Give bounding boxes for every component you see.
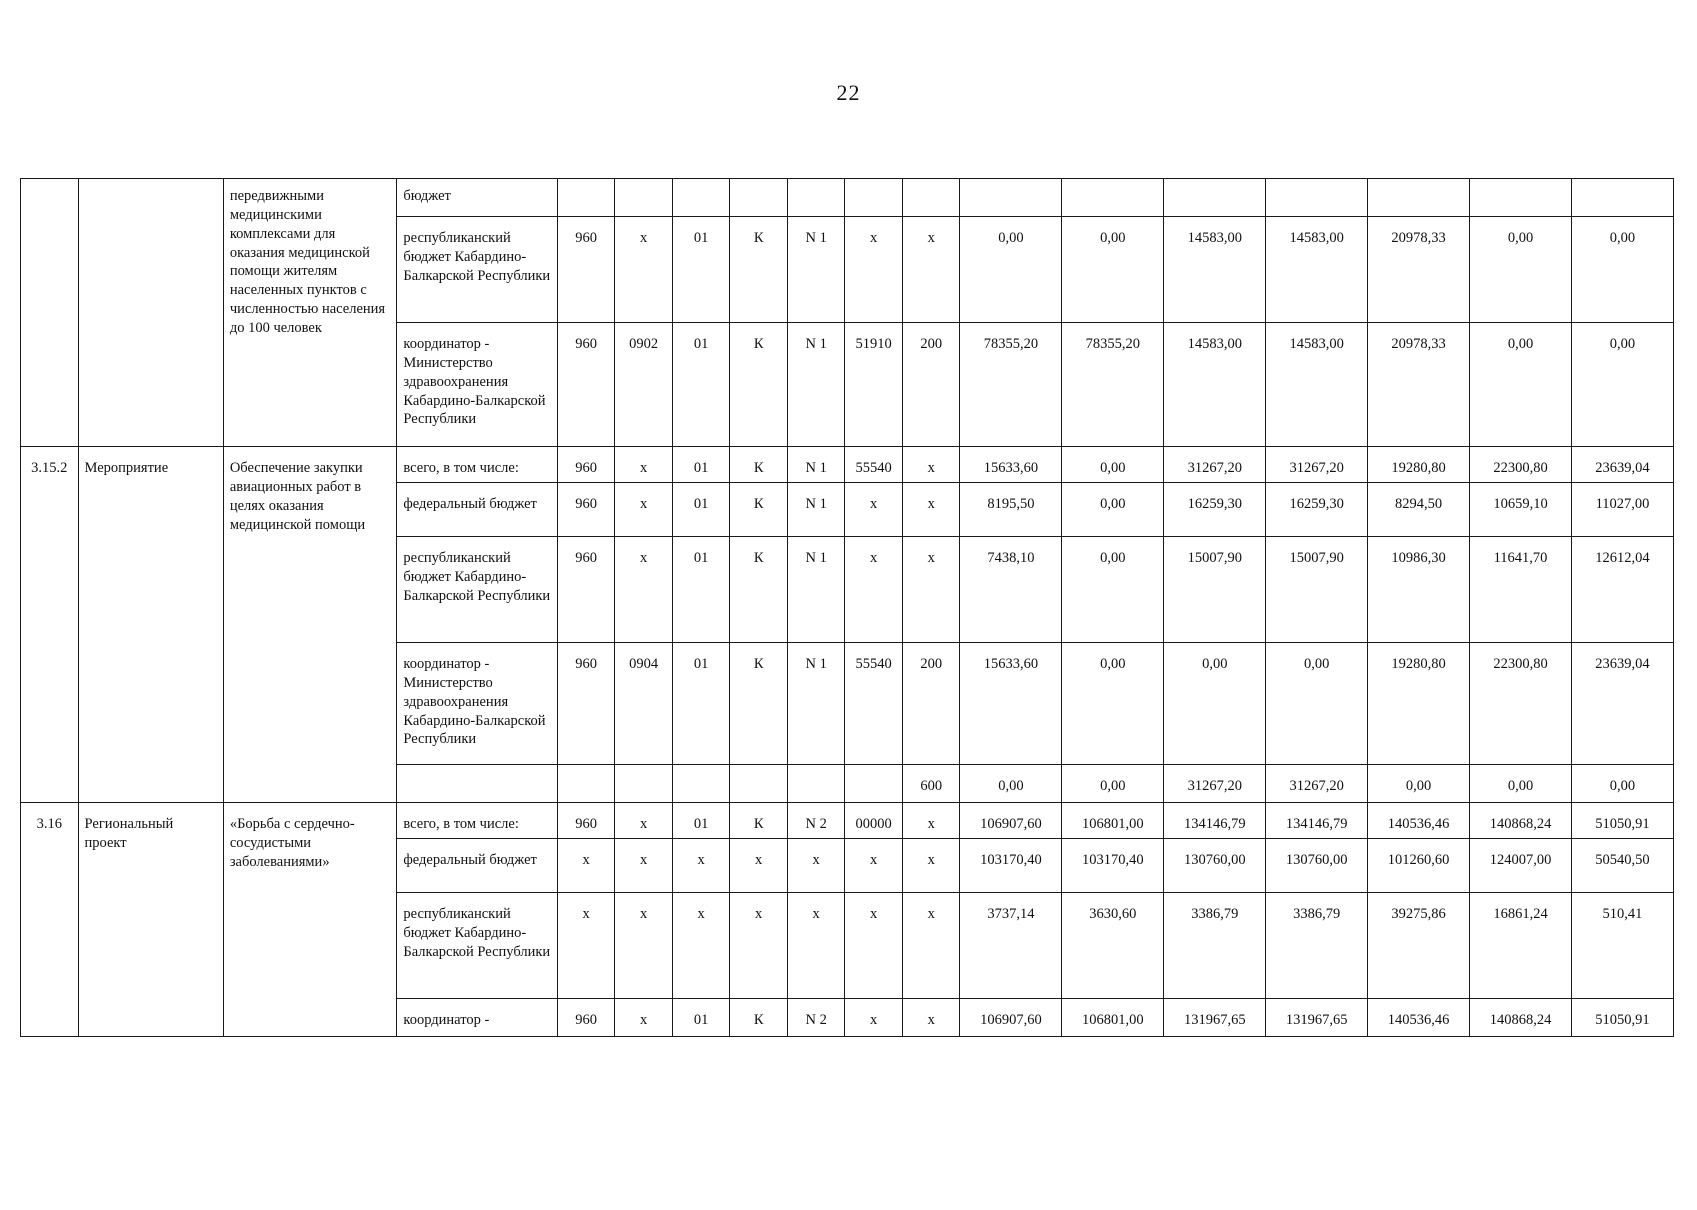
budget-code-cell: х xyxy=(902,893,960,999)
amount-cell xyxy=(1062,179,1164,217)
budget-code-cell: К xyxy=(730,803,788,839)
funding-source: республиканский бюджет Кабардино-Балкарской Республики xyxy=(397,217,557,323)
amount-cell: 16861,24 xyxy=(1470,893,1572,999)
budget-code-cell: х xyxy=(615,839,673,893)
funding-source: координатор - xyxy=(397,999,557,1037)
amount-cell: 140536,46 xyxy=(1368,999,1470,1037)
budget-code-cell: х xyxy=(845,893,903,999)
amount-cell: 31267,20 xyxy=(1164,765,1266,803)
amount-cell: 106801,00 xyxy=(1062,999,1164,1037)
budget-code-cell: х xyxy=(787,893,845,999)
budget-code-cell: К xyxy=(730,323,788,447)
amount-cell: 3386,79 xyxy=(1164,893,1266,999)
budget-code-cell: 960 xyxy=(557,447,615,483)
amount-cell: 0,00 xyxy=(1470,765,1572,803)
amount-cell: 51050,91 xyxy=(1571,803,1673,839)
budget-code-cell: 600 xyxy=(902,765,960,803)
budget-code-cell: х xyxy=(730,839,788,893)
budget-code-cell: х xyxy=(615,217,673,323)
budget-code-cell: х xyxy=(730,893,788,999)
amount-cell: 78355,20 xyxy=(960,323,1062,447)
amount-cell: 0,00 xyxy=(960,765,1062,803)
amount-cell: 23639,04 xyxy=(1571,447,1673,483)
amount-cell: 15633,60 xyxy=(960,447,1062,483)
amount-cell: 0,00 xyxy=(1470,217,1572,323)
budget-code-cell: N 1 xyxy=(787,483,845,537)
item-number: 3.16 xyxy=(21,803,79,1037)
funding-source: всего, в том числе: xyxy=(397,447,557,483)
budget-code-cell xyxy=(615,179,673,217)
budget-code-cell: N 1 xyxy=(787,537,845,643)
budget-code-cell: х xyxy=(672,893,730,999)
budget-code-cell: N 1 xyxy=(787,447,845,483)
amount-cell: 10659,10 xyxy=(1470,483,1572,537)
amount-cell: 134146,79 xyxy=(1266,803,1368,839)
amount-cell: 11027,00 xyxy=(1571,483,1673,537)
amount-cell: 50540,50 xyxy=(1571,839,1673,893)
budget-code-cell: 960 xyxy=(557,217,615,323)
amount-cell: 510,41 xyxy=(1571,893,1673,999)
amount-cell xyxy=(1266,179,1368,217)
amount-cell xyxy=(1164,179,1266,217)
budget-code-cell: 0902 xyxy=(615,323,673,447)
amount-cell: 106801,00 xyxy=(1062,803,1164,839)
budget-code-cell: 200 xyxy=(902,643,960,765)
amount-cell xyxy=(1470,179,1572,217)
budget-code-cell: 960 xyxy=(557,643,615,765)
amount-cell: 0,00 xyxy=(1164,643,1266,765)
amount-cell: 15007,90 xyxy=(1164,537,1266,643)
budget-code-cell: 00000 xyxy=(845,803,903,839)
amount-cell: 19280,80 xyxy=(1368,643,1470,765)
budget-code-cell: К xyxy=(730,643,788,765)
budget-code-cell: х xyxy=(902,537,960,643)
budget-code-cell: х xyxy=(902,217,960,323)
amount-cell: 78355,20 xyxy=(1062,323,1164,447)
amount-cell: 14583,00 xyxy=(1266,217,1368,323)
budget-code-cell: 01 xyxy=(672,323,730,447)
amount-cell: 15007,90 xyxy=(1266,537,1368,643)
budget-code-cell xyxy=(902,179,960,217)
funding-source: всего, в том числе: xyxy=(397,803,557,839)
amount-cell: 11641,70 xyxy=(1470,537,1572,643)
table-row xyxy=(21,447,1674,483)
amount-cell: 140536,46 xyxy=(1368,803,1470,839)
amount-cell: 8195,50 xyxy=(960,483,1062,537)
amount-cell: 20978,33 xyxy=(1368,323,1470,447)
funding-source: бюджет xyxy=(397,179,557,217)
budget-code-cell: х xyxy=(902,839,960,893)
budget-code-cell: х xyxy=(615,803,673,839)
budget-code-cell xyxy=(787,179,845,217)
budget-code-cell xyxy=(787,765,845,803)
amount-cell: 15633,60 xyxy=(960,643,1062,765)
amount-cell: 0,00 xyxy=(1571,765,1673,803)
budget-code-cell xyxy=(845,179,903,217)
item-number xyxy=(21,179,79,447)
amount-cell: 14583,00 xyxy=(1164,217,1266,323)
budget-code-cell: х xyxy=(902,999,960,1037)
budget-code-cell: х xyxy=(672,839,730,893)
budget-code-cell xyxy=(730,765,788,803)
page-number: 22 xyxy=(836,80,861,105)
amount-cell: 3386,79 xyxy=(1266,893,1368,999)
budget-code-cell: 55540 xyxy=(845,447,903,483)
budget-code-cell: 960 xyxy=(557,803,615,839)
budget-code-cell: 01 xyxy=(672,643,730,765)
amount-cell: 14583,00 xyxy=(1266,323,1368,447)
budget-code-cell: 200 xyxy=(902,323,960,447)
funding-source: федеральный бюджет xyxy=(397,483,557,537)
amount-cell xyxy=(960,179,1062,217)
amount-cell: 12612,04 xyxy=(1571,537,1673,643)
funding-source: координатор - Министерство здравоохранения Кабардино-Балкарской Республики xyxy=(397,323,557,447)
budget-code-cell xyxy=(557,179,615,217)
amount-cell: 22300,80 xyxy=(1470,447,1572,483)
item-type: Мероприятие xyxy=(78,447,223,803)
budget-code-cell: х xyxy=(557,893,615,999)
budget-code-cell: х xyxy=(845,217,903,323)
budget-code-cell xyxy=(615,765,673,803)
funding-source: федеральный бюджет xyxy=(397,839,557,893)
budget-code-cell: х xyxy=(615,483,673,537)
amount-cell: 140868,24 xyxy=(1470,999,1572,1037)
amount-cell: 140868,24 xyxy=(1470,803,1572,839)
budget-code-cell xyxy=(730,179,788,217)
amount-cell: 124007,00 xyxy=(1470,839,1572,893)
amount-cell: 106907,60 xyxy=(960,803,1062,839)
amount-cell: 131967,65 xyxy=(1164,999,1266,1037)
amount-cell: 0,00 xyxy=(1571,217,1673,323)
budget-code-cell: х xyxy=(615,537,673,643)
amount-cell: 130760,00 xyxy=(1164,839,1266,893)
amount-cell: 3737,14 xyxy=(960,893,1062,999)
item-type xyxy=(78,179,223,447)
budget-code-cell: К xyxy=(730,483,788,537)
budget-code-cell: 960 xyxy=(557,483,615,537)
amount-cell: 0,00 xyxy=(1062,643,1164,765)
amount-cell: 19280,80 xyxy=(1368,447,1470,483)
budget-code-cell: 55540 xyxy=(845,643,903,765)
budget-code-cell: N 1 xyxy=(787,643,845,765)
budget-code-cell: К xyxy=(730,217,788,323)
item-type: Региональный проект xyxy=(78,803,223,1037)
budget-code-cell: х xyxy=(902,483,960,537)
budget-code-cell: х xyxy=(615,999,673,1037)
amount-cell xyxy=(1571,179,1673,217)
amount-cell: 22300,80 xyxy=(1470,643,1572,765)
budget-code-cell: N 1 xyxy=(787,323,845,447)
amount-cell: 20978,33 xyxy=(1368,217,1470,323)
budget-code-cell: К xyxy=(730,999,788,1037)
budget-code-cell xyxy=(557,765,615,803)
amount-cell: 134146,79 xyxy=(1164,803,1266,839)
item-name: «Борьба с сердечно-сосудистыми заболеваниями» xyxy=(223,803,397,1037)
amount-cell: 0,00 xyxy=(1062,217,1164,323)
amount-cell: 14583,00 xyxy=(1164,323,1266,447)
budget-code-cell: N 1 xyxy=(787,217,845,323)
amount-cell: 0,00 xyxy=(1470,323,1572,447)
budget-code-cell: 960 xyxy=(557,537,615,643)
amount-cell: 31267,20 xyxy=(1266,447,1368,483)
budget-code-cell: 01 xyxy=(672,483,730,537)
funding-source: координатор - Министерство здравоохранения Кабардино-Балкарской Республики xyxy=(397,643,557,765)
amount-cell: 39275,86 xyxy=(1368,893,1470,999)
amount-cell: 131967,65 xyxy=(1266,999,1368,1037)
amount-cell: 7438,10 xyxy=(960,537,1062,643)
amount-cell: 0,00 xyxy=(960,217,1062,323)
funding-source xyxy=(397,765,557,803)
amount-cell: 101260,60 xyxy=(1368,839,1470,893)
budget-code-cell xyxy=(672,179,730,217)
amount-cell: 106907,60 xyxy=(960,999,1062,1037)
table-row xyxy=(21,179,1674,217)
item-name: Обеспечение закупки авиационных работ в целях оказания медицинской помощи xyxy=(223,447,397,803)
budget-code-cell: 960 xyxy=(557,999,615,1037)
amount-cell: 130760,00 xyxy=(1266,839,1368,893)
amount-cell: 16259,30 xyxy=(1266,483,1368,537)
budget-code-cell: 51910 xyxy=(845,323,903,447)
amount-cell: 8294,50 xyxy=(1368,483,1470,537)
item-name: передвижными медицинскими комплексами для оказания медицинской помощи жителям населенных пунктов с численностью населения до 100 человек xyxy=(223,179,397,447)
budget-code-cell: 01 xyxy=(672,217,730,323)
table-row xyxy=(21,803,1674,839)
amount-cell: 16259,30 xyxy=(1164,483,1266,537)
budget-code-cell: 01 xyxy=(672,537,730,643)
budget-code-cell: 01 xyxy=(672,999,730,1037)
budget-code-cell: х xyxy=(845,839,903,893)
amount-cell: 0,00 xyxy=(1571,323,1673,447)
amount-cell: 0,00 xyxy=(1062,765,1164,803)
budget-code-cell: х xyxy=(615,447,673,483)
budget-code-cell: 0904 xyxy=(615,643,673,765)
amount-cell: 103170,40 xyxy=(1062,839,1164,893)
budget-code-cell: 960 xyxy=(557,323,615,447)
amount-cell: 103170,40 xyxy=(960,839,1062,893)
amount-cell: 0,00 xyxy=(1062,537,1164,643)
budget-code-cell: х xyxy=(557,839,615,893)
amount-cell: 31267,20 xyxy=(1266,765,1368,803)
budget-code-cell: 01 xyxy=(672,803,730,839)
budget-code-cell: х xyxy=(787,839,845,893)
amount-cell: 0,00 xyxy=(1062,447,1164,483)
budget-code-cell: N 2 xyxy=(787,999,845,1037)
amount-cell: 0,00 xyxy=(1266,643,1368,765)
funding-source: республиканский бюджет Кабардино-Балкарской Республики xyxy=(397,537,557,643)
budget-code-cell: К xyxy=(730,537,788,643)
budget-code-cell xyxy=(845,765,903,803)
budget-table xyxy=(20,178,1674,1037)
budget-code-cell xyxy=(672,765,730,803)
budget-code-cell: х xyxy=(902,803,960,839)
amount-cell: 0,00 xyxy=(1368,765,1470,803)
funding-source: республиканский бюджет Кабардино-Балкарской Республики xyxy=(397,893,557,999)
amount-cell: 0,00 xyxy=(1062,483,1164,537)
amount-cell: 23639,04 xyxy=(1571,643,1673,765)
item-number: 3.15.2 xyxy=(21,447,79,803)
amount-cell: 10986,30 xyxy=(1368,537,1470,643)
budget-table-body xyxy=(21,179,1674,1037)
budget-code-cell: 01 xyxy=(672,447,730,483)
budget-code-cell: N 2 xyxy=(787,803,845,839)
amount-cell xyxy=(1368,179,1470,217)
amount-cell: 3630,60 xyxy=(1062,893,1164,999)
budget-code-cell: х xyxy=(615,893,673,999)
budget-code-cell: х xyxy=(845,483,903,537)
budget-code-cell: х xyxy=(845,999,903,1037)
budget-code-cell: К xyxy=(730,447,788,483)
budget-code-cell: х xyxy=(845,537,903,643)
amount-cell: 51050,91 xyxy=(1571,999,1673,1037)
amount-cell: 31267,20 xyxy=(1164,447,1266,483)
budget-code-cell: х xyxy=(902,447,960,483)
